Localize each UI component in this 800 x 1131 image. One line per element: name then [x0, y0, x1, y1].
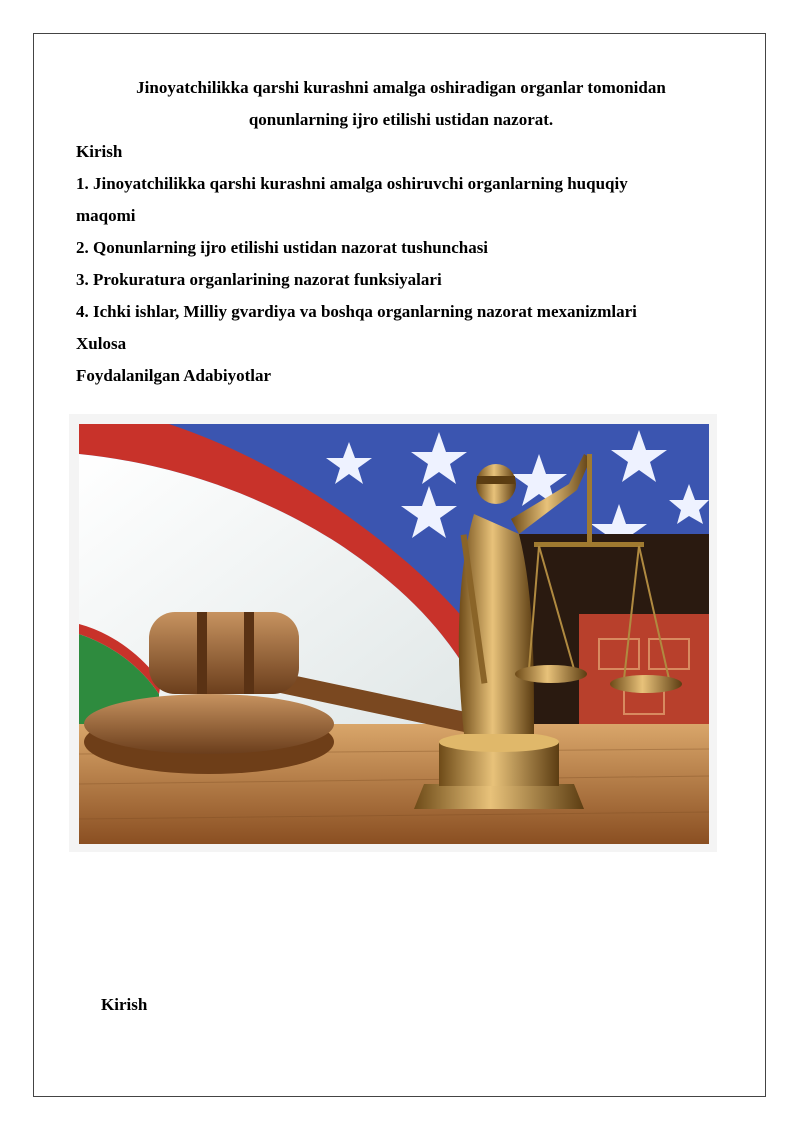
toc-item-1-continued: maqomi [76, 206, 136, 225]
document-title-line-2: qonunlarning ijro etilishi ustidan nazorat. [248, 110, 554, 129]
document-title-line-1: Jinoyatchilikka qarshi kurashni amalga oshiradigan organlar tomonidan [136, 78, 666, 97]
section-heading-intro: Kirish [101, 995, 148, 1014]
toc-item-4: 4. Ichki ishlar, Milliy gvardiya va boshqa organlarning nazorat mexanizmlari [76, 302, 637, 321]
justice-scene-image [79, 424, 709, 844]
toc-item-3: 3. Prokuratura organlarining nazorat funksiyalari [76, 270, 442, 289]
toc-item-references: Foydalanilgan Adabiyotlar [76, 366, 272, 385]
toc-item-2: 2. Qonunlarning ijro etilishi ustidan nazorat tushunchasi [76, 238, 489, 257]
gavel-sound-block [84, 694, 334, 754]
toc-item-intro: Kirish [76, 142, 123, 161]
toc-item-1: 1. Jinoyatchilikka qarshi kurashni amalga oshiruvchi organlarning huquqiy [76, 174, 628, 193]
toc-item-conclusion: Xulosa [76, 334, 127, 353]
justice-illustration [69, 414, 717, 852]
